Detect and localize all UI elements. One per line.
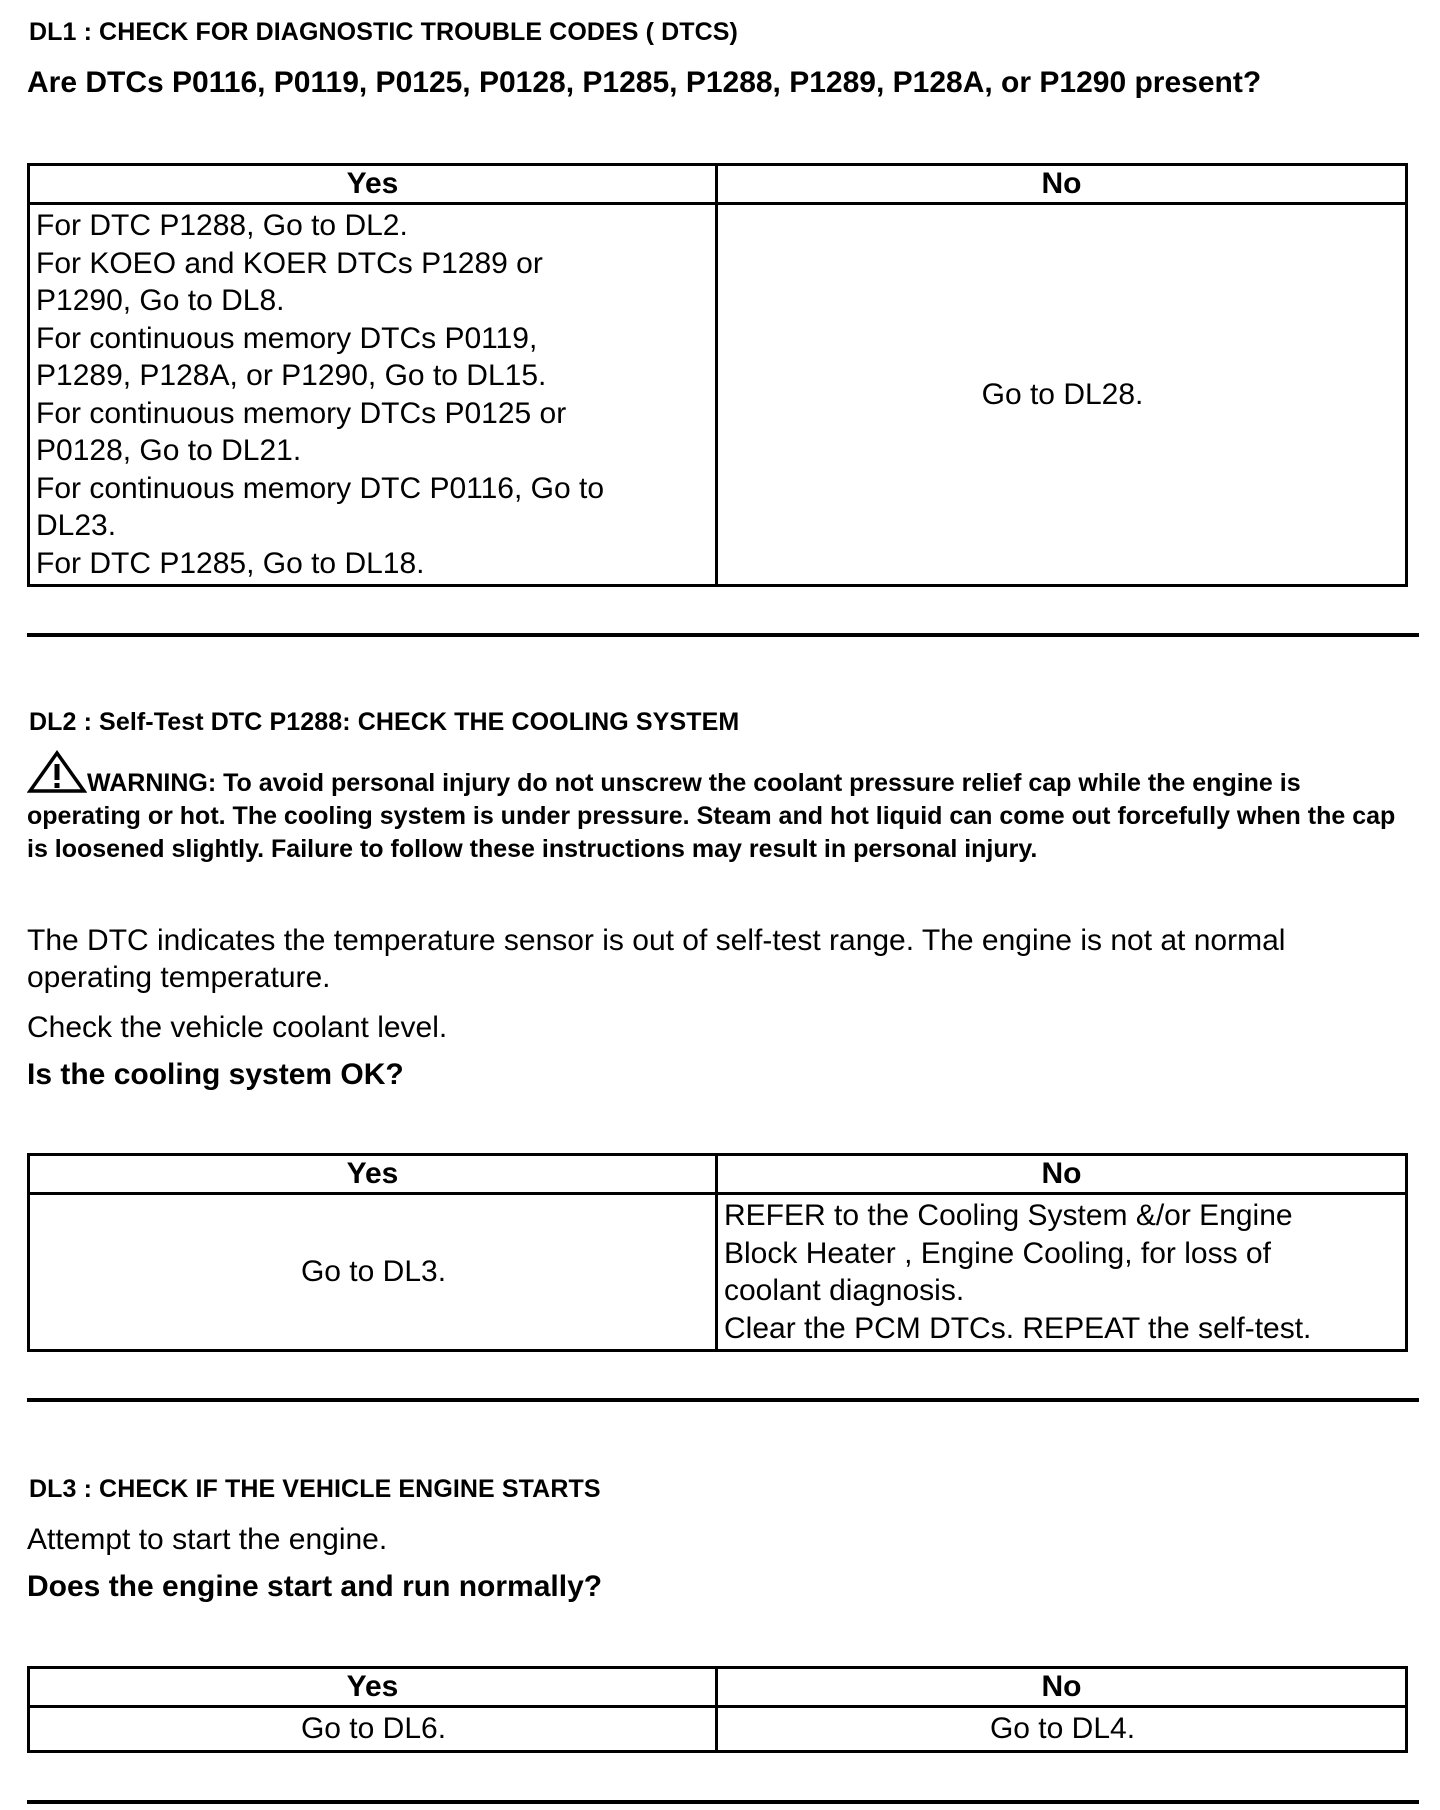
no-line: Block Heater , Engine Cooling, for loss of bbox=[724, 1236, 1271, 1270]
no-line: Clear the PCM DTCs. REPEAT the self-test. bbox=[724, 1311, 1312, 1345]
step-title-dl3: DL3 : CHECK IF THE VEHICLE ENGINE STARTS bbox=[29, 1475, 601, 1503]
step-question-dl3: Does the engine start and run normally? bbox=[27, 1570, 603, 1603]
yes-line: For continuous memory DTC P0116, Go to bbox=[36, 471, 605, 505]
no-header: No bbox=[717, 1155, 1407, 1194]
warning-triangle-icon bbox=[27, 750, 87, 794]
decision-table-dl1 bbox=[27, 163, 1408, 587]
yes-line: For continuous memory DTCs P0125 or bbox=[36, 396, 567, 430]
yes-line: Go to DL3. bbox=[300, 1255, 447, 1289]
yes-header: Yes bbox=[29, 165, 717, 204]
step-title-dl2: DL2 : Self-Test DTC P1288: CHECK THE COOLING SYSTEM bbox=[29, 708, 740, 736]
decision-table-dl3 bbox=[27, 1666, 1408, 1753]
no-line: Go to DL4. bbox=[989, 1712, 1136, 1745]
step-title-dl1: DL1 : CHECK FOR DIAGNOSTIC TROUBLE CODES ( DTCS) bbox=[29, 18, 738, 46]
yes-cell bbox=[29, 204, 717, 586]
no-line: REFER to the Cooling System &/or Engine bbox=[724, 1199, 1293, 1232]
paragraph: Check the vehicle coolant level. bbox=[27, 1011, 448, 1044]
yes-line: For KOEO and KOER DTCs P1289 or bbox=[36, 246, 543, 280]
no-cell bbox=[717, 1707, 1407, 1752]
no-line: coolant diagnosis. bbox=[724, 1274, 965, 1307]
section-divider bbox=[27, 633, 1419, 637]
yes-line: For DTC P1285, Go to DL18. bbox=[36, 546, 425, 580]
yes-line: P1289, P128A, or P1290, Go to DL15. bbox=[36, 359, 547, 392]
yes-header: Yes bbox=[29, 1155, 717, 1194]
step-question-dl1: Are DTCs P0116, P0119, P0125, P0128, P1285, P1288, P1289, P128A, or P1290 present? bbox=[27, 66, 1262, 99]
section-divider bbox=[27, 1800, 1419, 1804]
yes-line: For continuous memory DTCs P0119, bbox=[36, 321, 538, 355]
yes-line: P1290, Go to DL8. bbox=[36, 284, 285, 317]
paragraph: The DTC indicates the temperature sensor is out of self-test range. The engine is not at normal operating temperature. bbox=[27, 924, 1286, 994]
paragraph: Attempt to start the engine. bbox=[27, 1523, 388, 1556]
step-question-dl2: Is the cooling system OK? bbox=[27, 1058, 404, 1091]
no-header: No bbox=[717, 1668, 1407, 1707]
yes-line: DL23. bbox=[36, 509, 117, 542]
yes-line: P0128, Go to DL21. bbox=[36, 434, 302, 467]
no-cell bbox=[717, 1194, 1407, 1351]
no-line: Go to DL28. bbox=[981, 377, 1144, 411]
yes-cell bbox=[29, 1707, 717, 1752]
yes-line: For DTC P1288, Go to DL2. bbox=[36, 209, 408, 242]
no-header: No bbox=[717, 165, 1407, 204]
yes-header: Yes bbox=[29, 1668, 717, 1707]
decision-table-dl2 bbox=[27, 1153, 1408, 1352]
warning-text: WARNING: To avoid personal injury do not unscrew the coolant pressure relief cap while the engine is operating or hot. The cooling system is under pressure. Steam and hot liquid can come out forcefully when the cap is loosened slightly. Failure to follow these instructions may result in personal injury. bbox=[27, 769, 1396, 863]
yes-cell bbox=[29, 1194, 717, 1351]
warning-block bbox=[27, 750, 1417, 866]
yes-line: Go to DL6. bbox=[300, 1712, 447, 1745]
no-cell bbox=[717, 204, 1407, 586]
section-divider bbox=[27, 1398, 1419, 1402]
